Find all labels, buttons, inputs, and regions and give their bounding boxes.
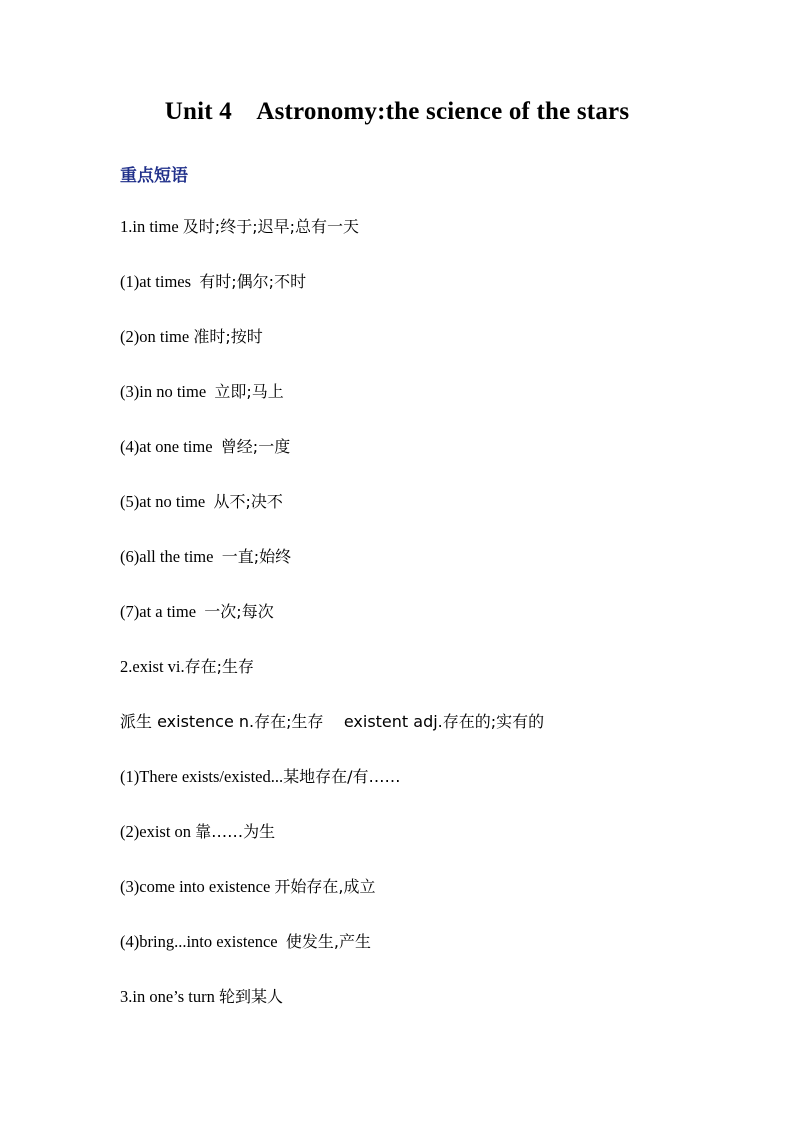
- phrase-chinese: 有时;偶尔;不时: [199, 272, 307, 291]
- phrase-chinese: 靠……为生: [195, 822, 276, 841]
- phrase-chinese: 开始存在,成立: [274, 877, 376, 896]
- phrase-chinese: 准时;按时: [193, 327, 263, 346]
- phrase-chinese: 立即;马上: [214, 382, 284, 401]
- phrase-chinese: 曾经;一度: [220, 437, 291, 456]
- phrase-english: (7)at a time: [120, 602, 205, 621]
- phrase-line: [120, 436, 290, 458]
- phrase-line: [120, 601, 274, 623]
- phrase-chinese: 存在;生存: [184, 657, 255, 676]
- phrase-english: (4)at one time: [120, 437, 221, 456]
- phrase-chinese: 使发生,产生: [285, 932, 371, 951]
- phrase-english: (4)bring...into existence: [120, 932, 286, 951]
- phrase-line: [120, 656, 254, 678]
- phrase-chinese: 从不;决不: [213, 492, 283, 511]
- phrase-line: [120, 381, 284, 403]
- phrase-line: [120, 216, 359, 238]
- derivation-line: [120, 711, 544, 733]
- document-title: Unit 4 Astronomy:the science of the stars: [164, 98, 630, 125]
- phrase-english: (1)at times: [120, 272, 200, 291]
- phrase-line: [120, 546, 291, 568]
- phrase-english: (2)on time: [120, 327, 194, 346]
- phrase-english: (3)in no time: [120, 382, 215, 401]
- phrase-chinese: 一次;每次: [204, 602, 274, 621]
- phrase-english: 3.in one’s turn: [120, 987, 219, 1006]
- phrase-line: [120, 271, 306, 293]
- section-heading: 重点短语: [120, 166, 188, 186]
- phrase-english: (5)at no time: [120, 492, 214, 511]
- phrase-line: [120, 986, 283, 1008]
- phrase-line: [120, 876, 376, 898]
- phrase-chinese: 某地存在/有……: [283, 767, 401, 786]
- phrase-line: [120, 326, 263, 348]
- phrase-english: 2.exist vi.: [120, 657, 185, 676]
- phrase-chinese: 轮到某人: [219, 987, 284, 1006]
- phrase-line: [120, 491, 283, 513]
- phrase-chinese: 及时;终于;迟早;总有一天: [182, 217, 359, 236]
- phrase-chinese: 一直;始终: [221, 547, 292, 566]
- phrase-line: [120, 766, 401, 788]
- phrase-line: [120, 821, 275, 843]
- phrase-chinese: 派生 existence n.存在;生存 existent adj.存在的;实有的: [120, 712, 545, 731]
- phrase-english: 1.in time: [120, 217, 183, 236]
- phrase-english: (2)exist on: [120, 822, 196, 841]
- phrase-line: [120, 931, 371, 953]
- phrase-english: (1)There exists/existed...: [120, 767, 284, 786]
- phrase-english: (3)come into existence: [120, 877, 275, 896]
- phrase-english: (6)all the time: [120, 547, 222, 566]
